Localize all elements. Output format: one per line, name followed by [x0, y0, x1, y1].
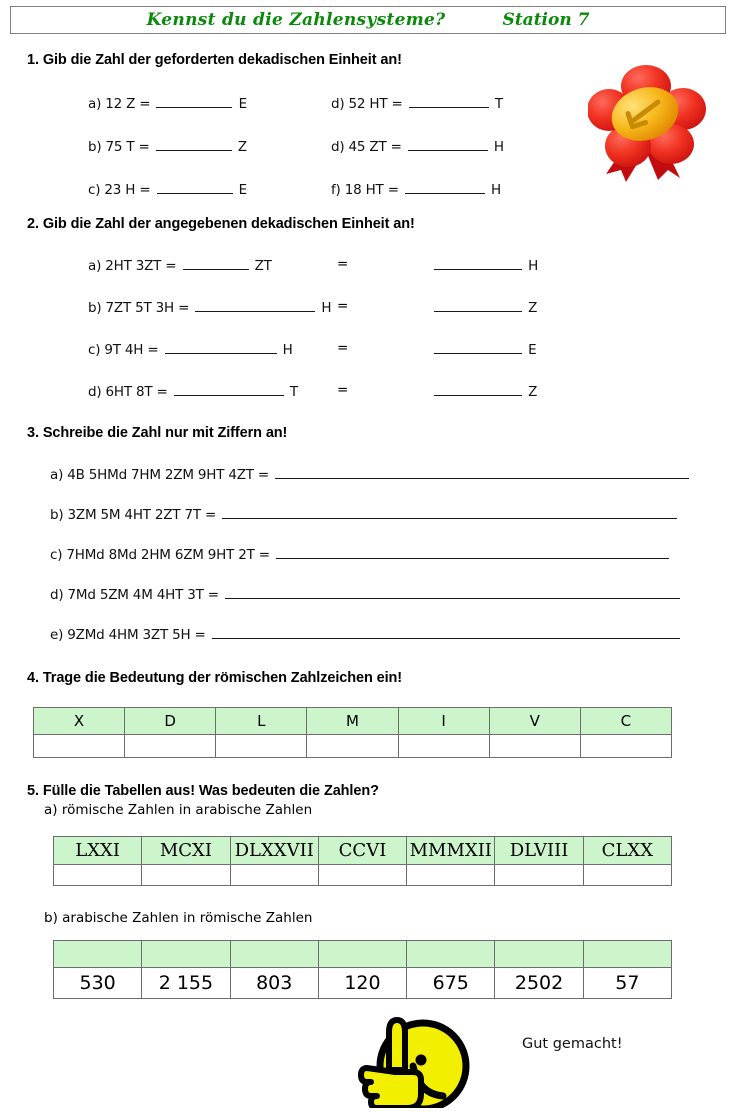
ex2-item — [88, 382, 298, 400]
arabic-value-cell: 57 — [583, 968, 671, 999]
arabic-value-cell: 2502 — [495, 968, 583, 999]
item-unit-1: H — [321, 299, 332, 316]
item-value: 3ZM 5M 4HT 2ZT 7T = — [67, 506, 217, 523]
exercise-5b-label: b) arabische Zahlen in römische Zahlen — [44, 910, 313, 926]
item-value: 7ZT 5T 3H — [105, 299, 174, 316]
item-unit-1: T — [289, 383, 298, 400]
answer-cell[interactable] — [583, 941, 671, 968]
ex1-left-item — [88, 137, 247, 155]
answer-blank[interactable] — [174, 382, 284, 396]
praise-text: Gut gemacht! — [522, 1036, 623, 1052]
answer-cell[interactable] — [495, 941, 583, 968]
roman-value-cell: MMMXII — [407, 837, 495, 865]
answer-blank[interactable] — [434, 340, 522, 354]
station-label: Station 7 — [502, 10, 590, 30]
ex2-item-second — [432, 340, 536, 358]
item-label: f) — [331, 181, 341, 198]
item-label: c) — [88, 181, 101, 198]
item-label: b) — [88, 138, 102, 155]
item-equals: = — [387, 181, 399, 198]
answer-blank[interactable] — [434, 382, 522, 396]
item-equals: = — [391, 95, 403, 112]
roman-symbol-cell: M — [307, 708, 398, 735]
item-unit-2: Z — [528, 299, 538, 316]
ex3-item — [50, 465, 691, 483]
answer-cell[interactable] — [318, 941, 406, 968]
thumbs-up-smiley-icon — [345, 1008, 475, 1108]
item-value: 9T 4H — [104, 341, 144, 358]
item-unit-2: Z — [528, 383, 538, 400]
ex3-item — [50, 625, 682, 643]
item-value: 18 HT — [344, 181, 384, 198]
item-label: c) — [50, 546, 63, 563]
answer-cell[interactable] — [142, 865, 230, 886]
ex3-item — [50, 545, 671, 563]
item-label: d) — [331, 95, 345, 112]
item-equals: = — [139, 95, 151, 112]
item-equals: = — [178, 299, 190, 316]
item-unit: H — [491, 181, 501, 198]
roman-value-cell: LXXI — [54, 837, 142, 865]
roman-symbol-cell: L — [216, 708, 307, 735]
roman-value-cell: CCVI — [318, 837, 406, 865]
answer-cell[interactable] — [495, 865, 583, 886]
item-value: 12 Z — [105, 95, 136, 112]
arabic-value-cell: 675 — [407, 968, 495, 999]
table-row-answers — [34, 735, 672, 758]
table-row-answers — [54, 865, 672, 886]
ex2-equals: = — [337, 382, 349, 398]
item-label: c) — [88, 341, 101, 358]
answer-cell[interactable] — [580, 735, 671, 758]
ex2-item — [88, 256, 272, 274]
answer-blank[interactable] — [408, 137, 488, 151]
item-value: 2HT 3ZT — [105, 257, 162, 274]
item-label: d) — [50, 586, 64, 603]
answer-cell[interactable] — [307, 735, 398, 758]
answer-cell[interactable] — [407, 941, 495, 968]
item-equals: = — [147, 341, 159, 358]
table-row-roman-values — [54, 837, 672, 865]
answer-cell[interactable] — [54, 941, 142, 968]
roman-symbol-cell: I — [398, 708, 489, 735]
ex3-item — [50, 505, 679, 523]
item-label: d) — [88, 383, 102, 400]
answer-cell[interactable] — [318, 865, 406, 886]
arabic-value-cell: 803 — [230, 968, 318, 999]
roman-value-cell: DLVIII — [495, 837, 583, 865]
item-unit-1: ZT — [254, 257, 272, 274]
ex2-item — [88, 340, 293, 358]
arabic-value-cell: 120 — [318, 968, 406, 999]
exercise-3-heading: 3. Schreibe die Zahl nur mit Ziffern an! — [27, 425, 288, 441]
ex2-item — [88, 298, 331, 316]
answer-cell[interactable] — [216, 735, 307, 758]
arabic-value-cell: 2 155 — [142, 968, 230, 999]
answer-cell[interactable] — [142, 941, 230, 968]
answer-blank[interactable] — [222, 505, 677, 519]
item-equals: = — [390, 138, 402, 155]
item-equals: = — [138, 138, 150, 155]
item-value: 4B 5HMd 7HM 2ZM 9HT 4ZT = — [67, 466, 270, 483]
answer-cell[interactable] — [54, 865, 142, 886]
roman-value-cell: DLXXVII — [230, 837, 318, 865]
item-equals: = — [165, 257, 177, 274]
answer-blank[interactable] — [195, 298, 315, 312]
answer-cell[interactable] — [230, 865, 318, 886]
item-unit: H — [493, 138, 504, 155]
item-label: a) — [88, 257, 102, 274]
exercise-5a-label: a) römische Zahlen in arabische Zahlen — [44, 802, 313, 818]
arabic-value-cell: 530 — [54, 968, 142, 999]
answer-blank[interactable] — [156, 94, 232, 108]
item-equals: = — [139, 181, 151, 198]
item-label: d) — [331, 138, 345, 155]
roman-symbol-cell: C — [580, 708, 671, 735]
answer-blank[interactable] — [165, 340, 277, 354]
ex3-item — [50, 585, 682, 603]
roman-to-arabic-table — [53, 836, 672, 886]
item-label: b) — [88, 299, 102, 316]
answer-blank[interactable] — [434, 256, 522, 270]
item-value: 9ZMd 4HM 3ZT 5H = — [67, 626, 206, 643]
exercise-2-heading: 2. Gib die Zahl der angegebenen dekadischen Einheit an! — [27, 216, 415, 232]
roman-symbol-cell: D — [125, 708, 216, 735]
item-label: e) — [50, 626, 64, 643]
item-label: a) — [88, 95, 102, 112]
ex2-item-second — [432, 256, 538, 274]
answer-cell[interactable] — [583, 865, 671, 886]
roman-value-cell: CLXX — [583, 837, 671, 865]
item-value: 45 ZT — [348, 138, 387, 155]
ex2-equals: = — [337, 298, 349, 314]
item-value: 7HMd 8Md 2HM 6ZM 9HT 2T = — [66, 546, 270, 563]
exercise-1-heading: 1. Gib die Zahl der geforderten dekadischen Einheit an! — [27, 52, 402, 68]
answer-cell[interactable] — [489, 735, 580, 758]
item-equals: = — [156, 383, 168, 400]
page-title: Kennst du die Zahlensysteme? — [146, 10, 446, 30]
answer-cell[interactable] — [230, 941, 318, 968]
answer-cell[interactable] — [407, 865, 495, 886]
ex2-item-second — [432, 298, 537, 316]
item-label: a) — [50, 466, 64, 483]
answer-blank[interactable] — [156, 137, 232, 151]
answer-cell[interactable] — [398, 735, 489, 758]
item-unit-2: E — [528, 341, 537, 358]
table-row-roman-symbols — [34, 708, 672, 735]
item-value: 52 HT — [348, 95, 388, 112]
item-unit-2: H — [528, 257, 539, 274]
ex1-left-item — [88, 94, 247, 112]
answer-blank[interactable] — [225, 585, 680, 599]
item-unit: T — [494, 95, 503, 112]
ex2-equals: = — [337, 340, 349, 356]
roman-symbol-table — [33, 707, 672, 758]
item-value: 6HT 8T — [105, 383, 153, 400]
page-header-box — [10, 6, 726, 34]
ex1-right-item — [331, 180, 501, 198]
ex1-right-item — [331, 94, 503, 112]
roman-value-cell: MCXI — [142, 837, 230, 865]
answer-cell[interactable] — [34, 735, 125, 758]
roman-symbol-cell: X — [34, 708, 125, 735]
ex1-left-item — [88, 180, 247, 198]
item-unit: E — [238, 181, 247, 198]
ex1-right-item — [331, 137, 504, 155]
arabic-to-roman-table — [53, 940, 672, 999]
answer-blank[interactable] — [183, 256, 249, 270]
table-row-arabic-values — [54, 968, 672, 999]
ex2-item-second — [432, 382, 537, 400]
table-row-answers — [54, 941, 672, 968]
answer-blank[interactable] — [157, 180, 233, 194]
exercise-4-heading: 4. Trage die Bedeutung der römischen Zahlzeichen ein! — [27, 670, 403, 686]
item-unit: E — [238, 95, 247, 112]
answer-blank[interactable] — [405, 180, 485, 194]
exercise-5-heading: 5. Fülle die Tabellen aus! Was bedeuten die Zahlen? — [27, 783, 379, 799]
ex2-equals: = — [337, 256, 349, 272]
item-value: 7Md 5ZM 4M 4HT 3T = — [67, 586, 219, 603]
item-label: b) — [50, 506, 64, 523]
answer-blank[interactable] — [275, 465, 689, 479]
answer-blank[interactable] — [212, 625, 680, 639]
item-value: 23 H — [104, 181, 136, 198]
item-unit-1: H — [282, 341, 293, 358]
answer-blank[interactable] — [409, 94, 489, 108]
item-unit: Z — [237, 138, 247, 155]
roman-symbol-cell: V — [489, 708, 580, 735]
award-rosette-icon — [588, 62, 708, 187]
answer-blank[interactable] — [276, 545, 669, 559]
answer-cell[interactable] — [125, 735, 216, 758]
answer-blank[interactable] — [434, 298, 522, 312]
item-value: 75 T — [105, 138, 135, 155]
